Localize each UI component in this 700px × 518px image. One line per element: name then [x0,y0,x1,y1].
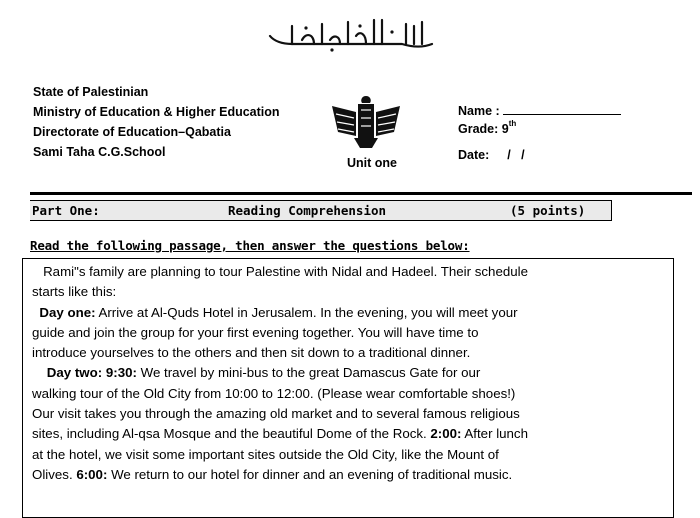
day-one-label: Day one: [39,304,96,320]
state-line: State of Palestinian [33,85,149,99]
header-divider [30,192,692,195]
unit-label: Unit one [347,156,397,170]
passage-line: Rami"s family are planning to tour Palestine with Nidal and Hadeel. Their schedule [32,264,528,279]
instruction-text: Read the following passage, then answer the questions below: [30,238,470,253]
passage-line [32,465,665,485]
grade-row [458,121,516,136]
passage-text: Olives. [32,466,77,482]
passage-line [32,363,665,383]
name-blank-field[interactable] [503,103,621,115]
day-two-label: Day two: 9:30: [46,365,137,381]
part-heading-bar [30,200,612,221]
passage-line [32,303,665,323]
passage-text: We travel by mini-bus to the great Damascus Gate for our [136,365,481,381]
points-label: (5 points) [510,203,586,218]
grade-suffix: th [508,119,517,128]
passage-line: Our visit takes you through the amazing old market and to several famous religious [32,406,520,422]
date-label: Date: [458,148,490,162]
passage-text: sites, including Al-qsa Mosque and the beautiful Dome of the Rock. [32,426,431,442]
palestinian-eagle-emblem-icon [326,92,406,152]
basmala-calligraphy-icon [262,14,442,54]
date-row [458,148,525,162]
ministry-line: Ministry of Education & Higher Education [33,105,280,119]
passage-line: introduce yourselves to the others and then sit down to a traditional dinner. [32,345,471,361]
passage-line: walking tour of the Old City from 10:00 to 12:00. (Please wear comfortable shoes!) [32,385,516,401]
school-info [33,82,280,162]
passage-line: at the hotel, we visit some important sites outside the Old City, like the Mount of [32,446,499,462]
part-title: Part One: [32,203,100,218]
reading-passage [22,258,674,518]
time-label: 2:00: [430,426,462,442]
section-title: Reading Comprehension [228,203,387,218]
passage-text: After lunch [461,426,528,442]
passage-line [32,424,665,444]
passage-line: starts like this: [32,284,117,300]
passage-line: guide and join the group for your first evening together. You will have time to [32,324,479,340]
time-label: 6:00: [76,466,108,482]
date-blank-field[interactable]: / / [507,148,525,162]
name-label: Name : [458,104,500,118]
passage-text: Arrive at Al-Quds Hotel in Jerusalem. In the evening, you will meet your [95,304,518,320]
name-row [458,103,621,118]
school-line: Sami Taha C.G.School [33,145,166,159]
directorate-line: Directorate of Education–Qabatia [33,125,231,139]
grade-label: Grade: 9 [458,122,509,137]
passage-text: We return to our hotel for dinner and an evening of traditional music. [107,466,513,482]
